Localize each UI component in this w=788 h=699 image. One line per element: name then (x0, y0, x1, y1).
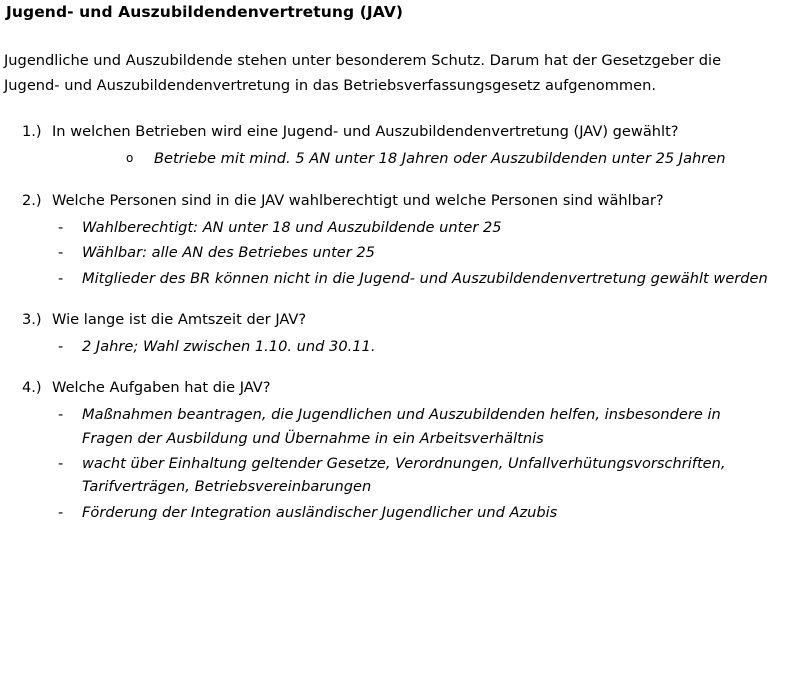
question-number: 2.) (22, 191, 42, 209)
question-number: 4.) (22, 379, 42, 397)
answer-item (58, 403, 788, 450)
question-line (22, 189, 788, 212)
list-item (0, 189, 788, 290)
answer-list (0, 403, 788, 524)
question-number: 3.) (22, 310, 42, 328)
circle-bullet-icon: o (126, 151, 134, 166)
answer-item (58, 501, 788, 524)
intro-paragraph: Jugendliche und Auszubildende stehen unter besonderem Schutz. Darum hat der Gesetzgeber die Jugend- und Auszubildendenvertretung in das Betriebsverfassungsgesetz aufgenommen. (4, 52, 722, 95)
dash-bullet-icon: - (58, 454, 64, 472)
dash-bullet-icon: - (58, 503, 64, 521)
dash-bullet-icon: - (58, 337, 64, 355)
question-text: Welche Personen sind in die JAV wahlberechtigt und welche Personen sind wählbar? (52, 191, 664, 209)
document-page (0, 2, 788, 699)
answer-item (58, 267, 788, 290)
answer-item (58, 241, 788, 264)
answer-list (0, 335, 788, 358)
dash-bullet-icon: - (58, 269, 64, 287)
question-list (0, 120, 788, 524)
answer-text: Wahlberechtigt: AN unter 18 und Auszubildende unter 25 (82, 218, 502, 236)
question-line (22, 120, 788, 143)
answer-text: 2 Jahre; Wahl zwischen 1.10. und 30.11. (82, 337, 376, 355)
list-item (0, 376, 788, 524)
dash-bullet-icon: - (58, 406, 64, 424)
page-title: Jugend- und Auszubildendenvertretung (JAV) (6, 3, 404, 21)
list-item (0, 120, 788, 170)
answer-item (58, 216, 788, 239)
answer-text: Maßnahmen beantragen, die Jugendlichen und Auszubildenden helfen, insbesondere in Fragen der Ausbildung und Übernahme in ein Arbeitsverhältnis (82, 406, 721, 447)
answer-item (58, 452, 788, 499)
answer-text: Betriebe mit mind. 5 AN unter 18 Jahren oder Auszubildenden unter 25 Jahren (154, 150, 726, 168)
question-number: 1.) (22, 123, 42, 141)
answer-text: Förderung der Integration ausländischer Jugendlicher und Azubis (82, 503, 558, 521)
answer-text: Wählbar: alle AN des Betriebes unter 25 (82, 244, 375, 262)
dash-bullet-icon: - (58, 218, 64, 236)
question-text: In welchen Betrieben wird eine Jugend- und Auszubildendenvertretung (JAV) gewählt? (52, 123, 679, 141)
answer-list (0, 147, 788, 170)
question-line (22, 376, 788, 399)
dash-bullet-icon: - (58, 244, 64, 262)
question-text: Welche Aufgaben hat die JAV? (52, 379, 271, 397)
answer-item (126, 147, 788, 170)
list-item (0, 308, 788, 358)
answer-list (0, 216, 788, 290)
answer-text: wacht über Einhaltung geltender Gesetze, Verordnungen, Unfallverhütungsvorschriften, Tarifverträgen, Betriebsvereinbarungen (82, 454, 726, 496)
answer-item (58, 335, 788, 358)
question-line (22, 308, 788, 331)
question-text: Wie lange ist die Amtszeit der JAV? (52, 310, 307, 328)
answer-text: Mitglieder des BR können nicht in die Jugend- und Auszubildendenvertretung gewählt werden (82, 269, 768, 287)
